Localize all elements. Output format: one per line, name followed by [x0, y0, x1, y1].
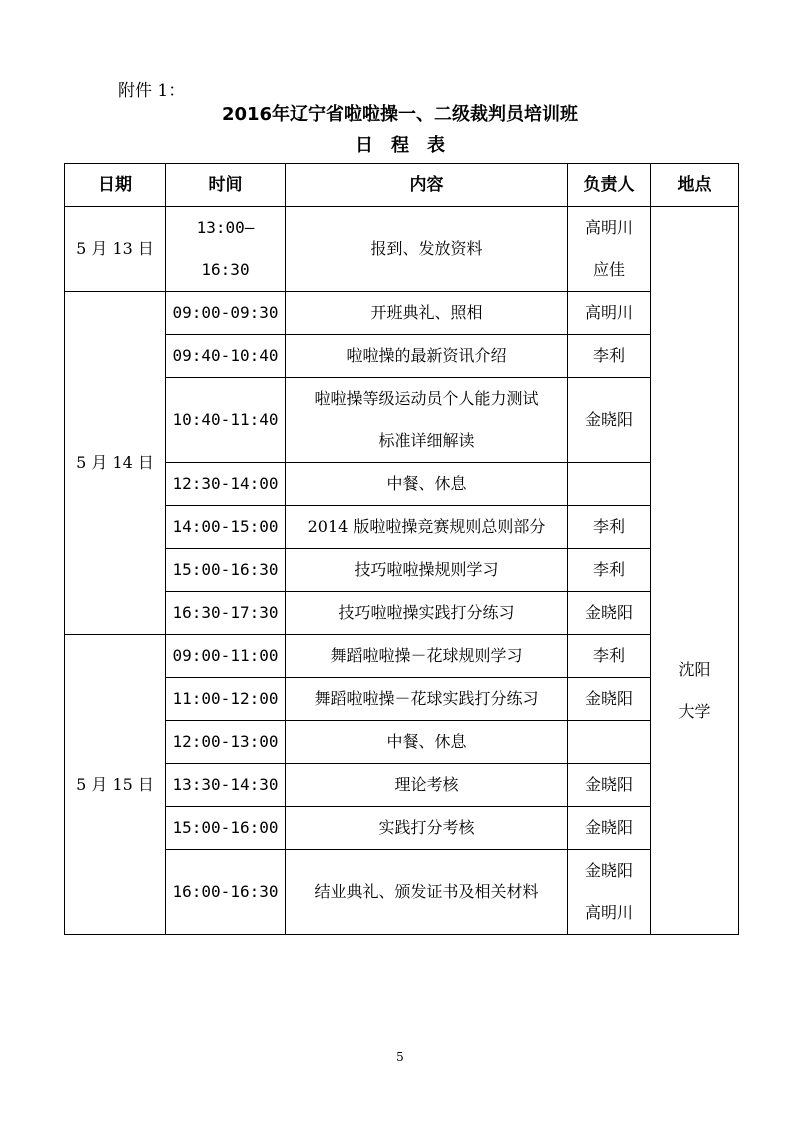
- time-cell-line: 16:00-16:30: [172, 882, 279, 901]
- time-cell-line: 14:00-15:00: [172, 517, 279, 536]
- content-cell: [286, 549, 568, 592]
- content-cell: [286, 335, 568, 378]
- content-cell-line: 技巧啦啦操实践打分练习: [338, 603, 515, 622]
- person-cell-line: 金晓阳: [584, 775, 633, 794]
- person-cell-line: 应佳: [592, 260, 625, 279]
- time-cell-line: 13:00—: [196, 218, 255, 237]
- person-cell: [568, 549, 651, 592]
- time-cell-line: 09:00-09:30: [172, 303, 279, 322]
- date-cell: 5 月 15 日: [65, 635, 166, 935]
- time-cell: [166, 506, 286, 549]
- content-cell-line: 报到、发放资料: [370, 239, 483, 258]
- location-line: 大学: [678, 701, 711, 721]
- content-cell-line: 中餐、休息: [386, 732, 467, 751]
- person-cell-line: 李利: [592, 646, 625, 665]
- person-cell-line: 高明川: [584, 218, 633, 237]
- table-row: [65, 335, 739, 378]
- time-cell-line: 16:30-17:30: [172, 603, 279, 622]
- date-cell: 5 月 13 日: [65, 207, 166, 292]
- person-cell: [568, 850, 651, 935]
- time-cell-line: 15:00-16:30: [172, 560, 279, 579]
- person-cell-line: 李利: [592, 560, 625, 579]
- content-cell: [286, 635, 568, 678]
- person-cell: [568, 463, 651, 506]
- table-row: [65, 378, 739, 463]
- table-row: [65, 635, 739, 678]
- table-row: [65, 506, 739, 549]
- content-cell: [286, 378, 568, 463]
- content-cell: [286, 292, 568, 335]
- content-cell: [286, 592, 568, 635]
- time-cell: [166, 207, 286, 292]
- location-cell: [651, 207, 739, 935]
- person-cell-line: 高明川: [584, 303, 633, 322]
- person-cell-line: 高明川: [584, 903, 633, 922]
- person-cell: [568, 764, 651, 807]
- table-row: [65, 764, 739, 807]
- schedule-table: [64, 163, 739, 935]
- content-cell-line: 舞蹈啦啦操－花球规则学习: [330, 646, 523, 665]
- table-row: [65, 850, 739, 935]
- person-cell: [568, 335, 651, 378]
- person-cell-line: 金晓阳: [584, 818, 633, 837]
- content-cell-line: 2014 版啦啦操竞赛规则总则部分: [307, 517, 546, 536]
- person-cell-line: 李利: [592, 346, 625, 365]
- table-row: [65, 549, 739, 592]
- time-cell: [166, 463, 286, 506]
- content-cell: [286, 764, 568, 807]
- column-header-time: 时间: [166, 164, 286, 207]
- time-cell: [166, 678, 286, 721]
- table-row: [65, 678, 739, 721]
- table-row: [65, 463, 739, 506]
- content-cell-line: 中餐、休息: [386, 474, 467, 493]
- schedule-body: [65, 207, 739, 935]
- person-cell: [568, 592, 651, 635]
- time-cell-line: 12:00-13:00: [172, 732, 279, 751]
- content-cell-line: 开班典礼、照相: [370, 303, 483, 322]
- content-cell: [286, 506, 568, 549]
- column-header-date: 日期: [65, 164, 166, 207]
- time-cell-line: 09:00-11:00: [172, 646, 279, 665]
- time-cell: [166, 549, 286, 592]
- table-header-row: [65, 164, 739, 207]
- person-cell: [568, 506, 651, 549]
- content-cell: [286, 807, 568, 850]
- content-cell-line: 结业典礼、颁发证书及相关材料: [314, 882, 539, 901]
- time-cell: [166, 764, 286, 807]
- table-row: [65, 592, 739, 635]
- content-cell: [286, 721, 568, 764]
- person-cell: [568, 378, 651, 463]
- table-row: [65, 292, 739, 335]
- person-cell: [568, 207, 651, 292]
- time-cell: [166, 592, 286, 635]
- person-cell: [568, 721, 651, 764]
- person-cell-line: 金晓阳: [584, 603, 633, 622]
- time-cell-line: 11:00-12:00: [172, 689, 279, 708]
- column-header-person: 负责人: [568, 164, 651, 207]
- page-number: 5: [396, 1050, 404, 1064]
- person-cell-line: 金晓阳: [584, 410, 633, 429]
- person-cell: [568, 807, 651, 850]
- time-cell-line: 15:00-16:00: [172, 818, 279, 837]
- attachment-label: 附件 1：: [118, 81, 186, 101]
- content-cell-line: 啦啦操的最新资讯介绍: [346, 346, 507, 365]
- time-cell-line: 13:30-14:30: [172, 775, 279, 794]
- content-cell: [286, 207, 568, 292]
- content-cell-line: 标准详细解读: [378, 431, 475, 450]
- content-cell-line: 理论考核: [394, 775, 459, 794]
- time-cell: [166, 850, 286, 935]
- person-cell-line: 李利: [592, 517, 625, 536]
- time-cell-line: 16:30: [201, 260, 250, 279]
- table-row: [65, 807, 739, 850]
- person-cell: [568, 635, 651, 678]
- time-cell-line: 12:30-14:00: [172, 474, 279, 493]
- date-cell: 5 月 14 日: [65, 292, 166, 635]
- document-subtitle: 日程表: [355, 135, 463, 156]
- time-cell: [166, 292, 286, 335]
- column-header-location: 地点: [651, 164, 739, 207]
- content-cell-line: 实践打分考核: [378, 818, 475, 837]
- table-row: [65, 721, 739, 764]
- person-cell: [568, 678, 651, 721]
- content-cell: [286, 850, 568, 935]
- table-row: [65, 207, 739, 292]
- person-cell: [568, 292, 651, 335]
- person-cell-line: 金晓阳: [584, 861, 633, 880]
- time-cell: [166, 635, 286, 678]
- content-cell: [286, 463, 568, 506]
- time-cell-line: 10:40-11:40: [172, 410, 279, 429]
- content-cell-line: 舞蹈啦啦操－花球实践打分练习: [314, 689, 539, 708]
- time-cell-line: 09:40-10:40: [172, 346, 279, 365]
- content-cell: [286, 678, 568, 721]
- document-title: 2016年辽宁省啦啦操一、二级裁判员培训班: [221, 104, 579, 125]
- location-line: 沈阳: [678, 659, 711, 679]
- content-cell-line: 技巧啦啦操规则学习: [354, 560, 499, 579]
- time-cell: [166, 721, 286, 764]
- content-cell-line: 啦啦操等级运动员个人能力测试: [314, 389, 539, 408]
- column-header-content: 内容: [286, 164, 568, 207]
- person-cell-line: 金晓阳: [584, 689, 633, 708]
- time-cell: [166, 807, 286, 850]
- time-cell: [166, 335, 286, 378]
- time-cell: [166, 378, 286, 463]
